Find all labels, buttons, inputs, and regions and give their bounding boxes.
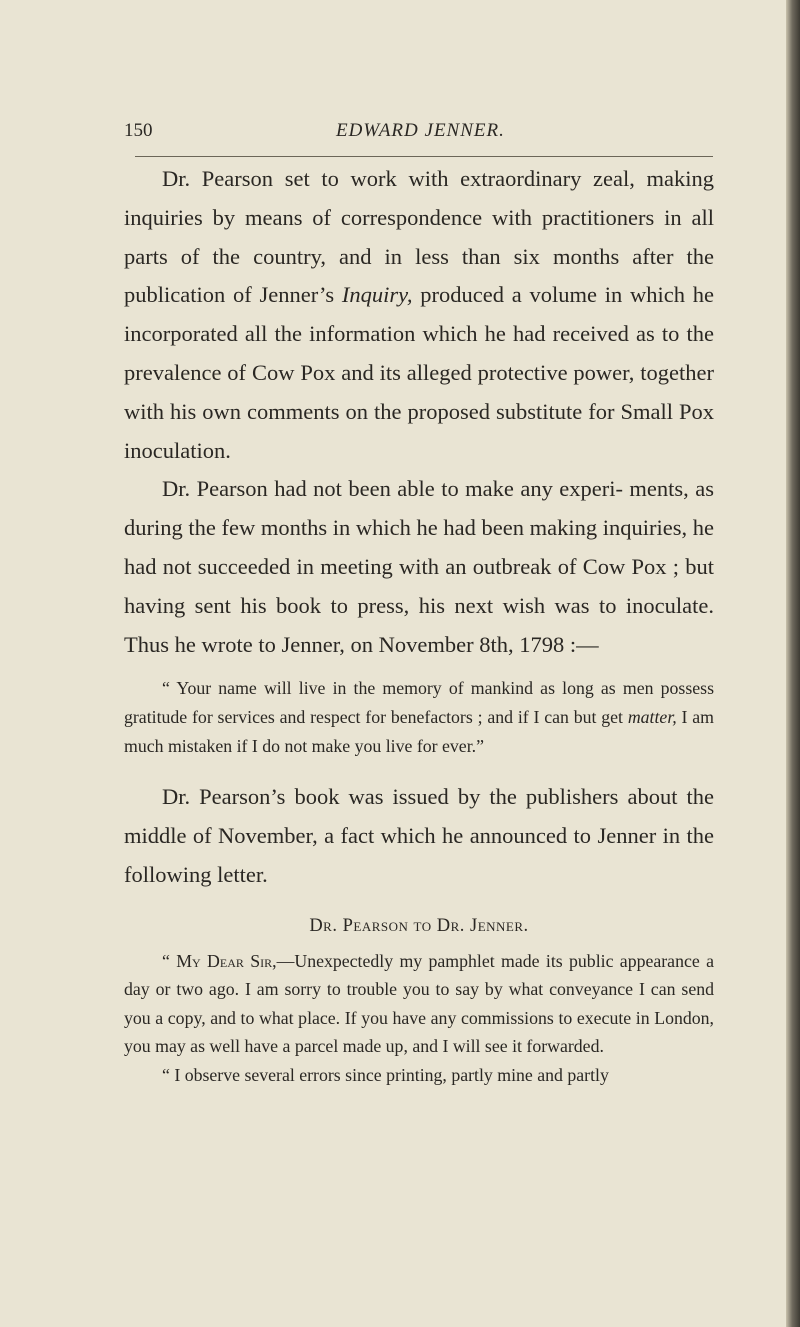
paragraph-1-italic: Inquiry, — [341, 282, 413, 308]
quote-1-text: “ Your name will live in the memory of mankind as long as men possess gratitude for services and respect for benefactors ; and if I can but get — [124, 678, 714, 727]
letter-salutation: “ My Dear Sir, — [162, 950, 277, 971]
paragraph-1-text-end: produced a volume in which he incorporated all the information which he had received as to the prevalence of Cow Pox and its alleged protective power, together with his own comments on the proposed substitute for Small Pox inoculation. — [124, 282, 714, 463]
letter-paragraph-1 — [124, 947, 714, 1061]
letter-paragraph-2: “ I observe several errors since printing, partly mine and partly — [162, 1064, 609, 1085]
body-text — [124, 160, 714, 1090]
page-edge-shadow — [786, 0, 800, 1327]
header-rule — [135, 156, 713, 157]
letter-body — [124, 947, 714, 1090]
page-header — [124, 120, 714, 150]
quote-1-italic: matter, — [627, 706, 677, 727]
letter-paragraph-1-text: —Unexpectedly my pamphlet made its public appearance a day or two ago. I am sorry to trouble you to say by what conveyance I can send you a copy, and to what place. If you have any commissions to execute in London, you may as well have a parcel made up, and I will see it forwarded. — [124, 950, 714, 1057]
paragraph-3: Dr. Pearson’s book was issued by the publishers about the middle of November, a fact which he announced to Jenner in the following letter. — [124, 784, 714, 887]
running-head: EDWARD JENNER. — [336, 120, 505, 141]
paragraph-2: Dr. Pearson had not been able to make any experi- ments, as during the few months in which he had been making inquiries, he had not succeeded in meeting with an outbreak of Cow Pox ; but having sent his book to press, his next wish was to inoculate. Thus he wrote to Jenner, on November 8th, 1798 :— — [124, 476, 714, 657]
paragraph-1-text: Dr. Pearson set to work with extraordinary zeal, making inquiries by means of correspondence with practitioners in all parts of the country, and in less than six months after the publication of Jenner’s — [124, 166, 714, 308]
quote-1-text-end: I am much mistaken if I do not make you live for ever.” — [124, 706, 714, 756]
page-number: 150 — [124, 120, 153, 141]
letter-heading: Dr. Pearson to Dr. Jenner. — [309, 915, 529, 936]
quote-1 — [124, 674, 714, 760]
paragraph-1 — [124, 160, 714, 470]
